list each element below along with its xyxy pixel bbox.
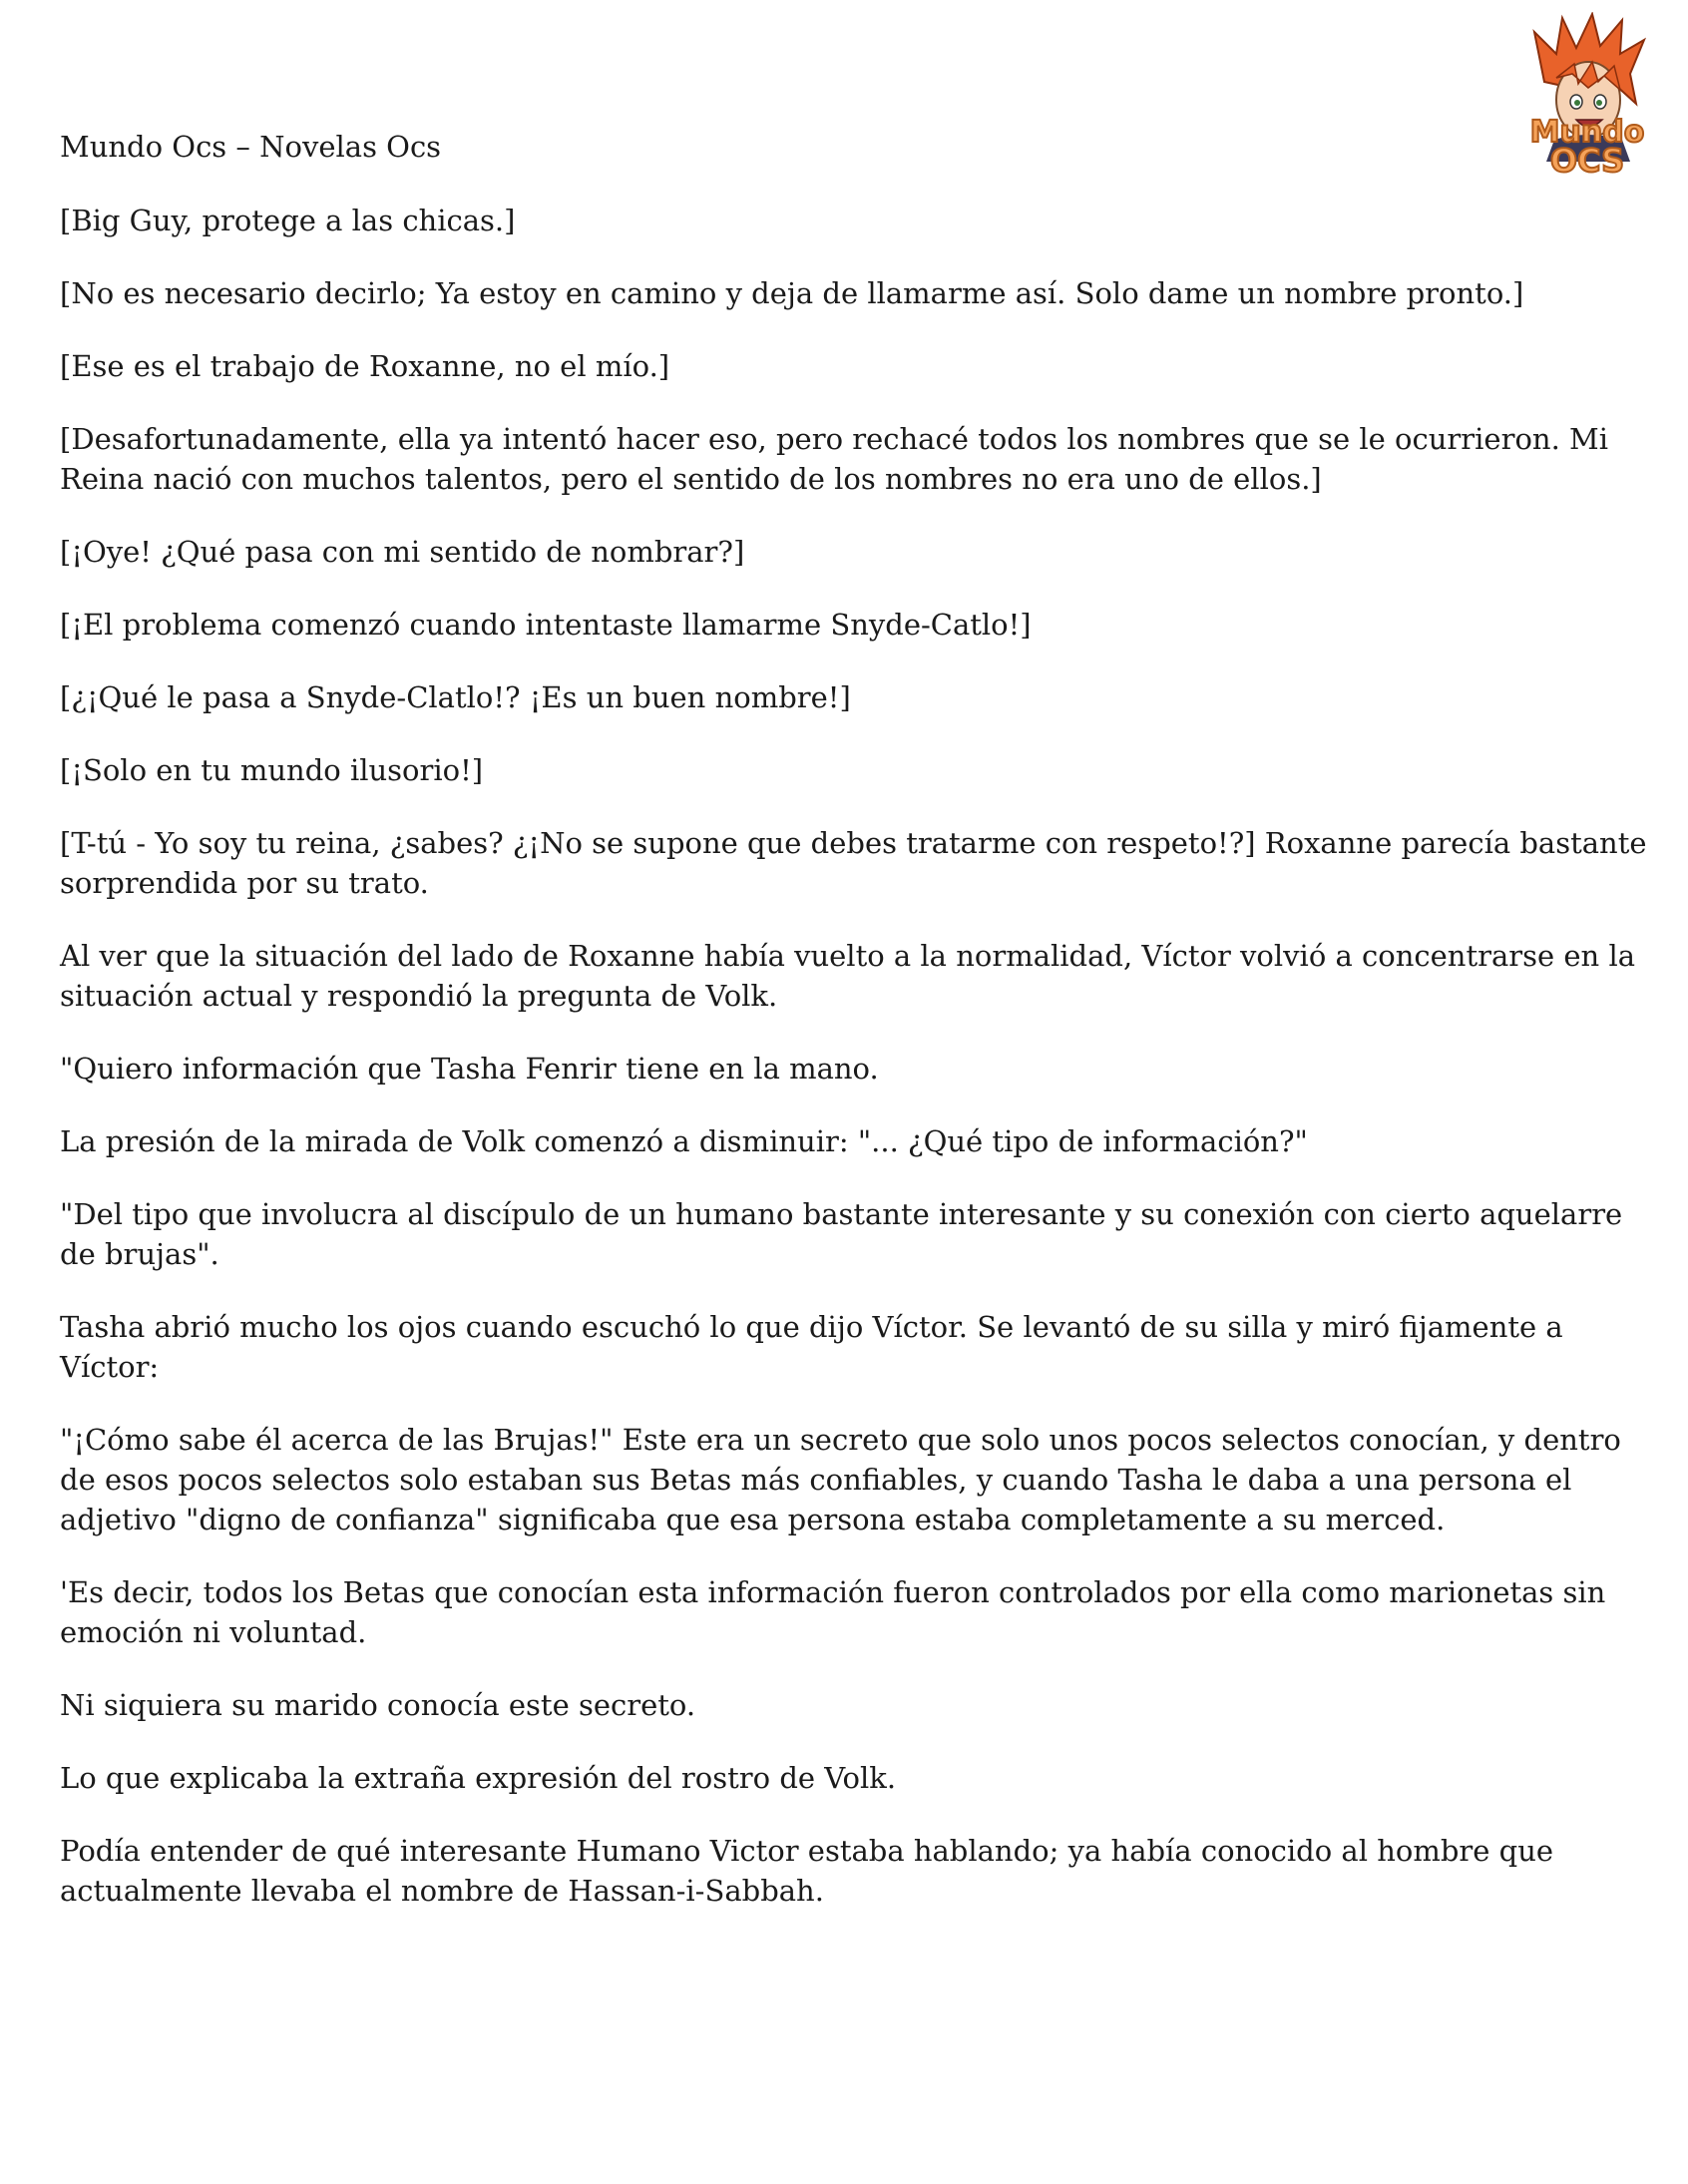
document-body <box>60 128 1656 1944</box>
logo-text-ocs: OCS <box>1549 142 1625 180</box>
logo-text-mundo: Mundo <box>1529 115 1645 150</box>
paragraph: Podía entender de qué interesante Humano Victor estaba hablando; ya había conocido al hombre que actualmente llevaba el nombre de Hassan-i-Sabbah. <box>60 1834 1554 1908</box>
paragraph: Al ver que la situación del lado de Roxanne había vuelto a la normalidad, Víctor volvió a concentrarse en la situación actual y respondió la pregunta de Volk. <box>60 939 1636 1013</box>
paragraph: [¡Oye! ¿Qué pasa con mi sentido de nombrar?] <box>60 535 745 569</box>
paragraph: [Ese es el trabajo de Roxanne, no el mío.] <box>60 349 670 383</box>
paragraph: Lo que explicaba la extraña expresión del rostro de Volk. <box>60 1761 897 1795</box>
paragraph: [¡El problema comenzó cuando intentaste llamarme Snyde-Catlo!] <box>60 608 1032 642</box>
paragraph: "¡Cómo sabe él acerca de las Brujas!" Este era un secreto que solo unos pocos selectos conocían, y dentro de esos pocos selectos solo estaban sus Betas más confiables, y cuando Tasha le daba a una persona el adjetivo "digno de confianza" significaba que esa persona estaba completamente a su merced. <box>60 1423 1621 1536</box>
paragraph: "Del tipo que involucra al discípulo de un humano bastante interesante y su conexión con cierto aquelarre de brujas". <box>60 1197 1623 1271</box>
paragraph: [No es necesario decirlo; Ya estoy en camino y deja de llamarme así. Solo dame un nombre pronto.] <box>60 276 1524 310</box>
paragraph: Tasha abrió mucho los ojos cuando escuchó lo que dijo Víctor. Se levantó de su silla y miró fijamente a Víctor: <box>60 1310 1563 1384</box>
paragraph: [¿¡Qué le pasa a Snyde-Clatlo!? ¡Es un buen nombre!] <box>60 680 851 714</box>
paragraph: "Quiero información que Tasha Fenrir tiene en la mano. <box>60 1052 879 1086</box>
paragraph: La presión de la mirada de Volk comenzó a disminuir: "... ¿Qué tipo de información?" <box>60 1124 1308 1158</box>
paragraph: Ni siquiera su marido conocía este secreto. <box>60 1688 696 1722</box>
paragraph: [Big Guy, protege a las chicas.] <box>60 204 516 237</box>
site-title: Mundo Ocs – Novelas Ocs <box>60 130 442 164</box>
paragraph: [T-tú - Yo soy tu reina, ¿sabes? ¿¡No se supone que debes tratarme con respeto!?] Roxanne parecía bastante sorprendida por su trato. <box>60 826 1647 900</box>
paragraph: [¡Solo en tu mundo ilusorio!] <box>60 753 484 787</box>
paragraph: [Desafortunadamente, ella ya intentó hacer eso, pero rechacé todos los nombres que se le ocurrieron. Mi Reina nació con muchos talentos, pero el sentido de los nombres no era uno de ellos.] <box>60 422 1608 496</box>
paragraph: 'Es decir, todos los Betas que conocían esta información fueron controlados por ella como marionetas sin emoción ni voluntad. <box>60 1575 1606 1649</box>
